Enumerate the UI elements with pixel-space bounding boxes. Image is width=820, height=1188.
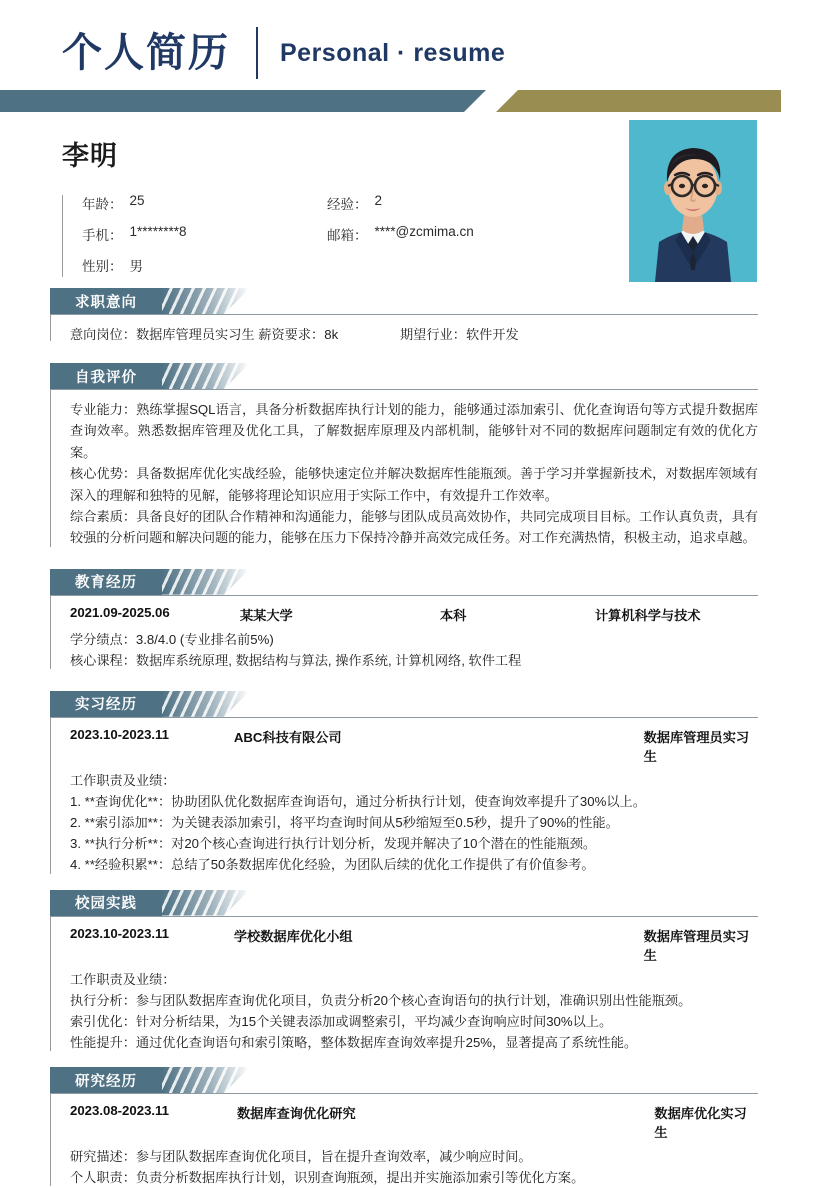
campus-role: 数据库管理员实习生 (643, 928, 750, 963)
campus-date: 2023.10-2023.11 (70, 925, 170, 941)
education-gpa: 学分绩点：3.8/4.0 (专业排名前5%) (70, 631, 274, 647)
section-header-block (50, 363, 162, 389)
stripes-icon (162, 363, 250, 389)
section-education (0, 569, 820, 671)
self-eval-paragraph: 专业能力：熟练掌握SQL语言，具备分析数据库执行计划的能力，能够通过添加索引、优化查询语句等方式提升数据库查询效率。熟悉数据库管理及优化工具，了解数据库原理及内部机制，能够针对不同的数据库问题制定有效的优化方案。 (70, 402, 758, 460)
education-date: 2021.09-2025.06 (70, 604, 170, 620)
intent-position (70, 324, 400, 343)
contact-label: 年龄： (82, 197, 123, 212)
campus-item: 索引优化：针对分析结果，为15个关键表添加或调整索引，平均减少查询响应时间30%以上。 (70, 1013, 613, 1029)
section-title: 自我评价 (75, 369, 137, 386)
section-title: 求职意向 (75, 294, 137, 311)
campus-entry-header (70, 926, 758, 964)
research-spacer (487, 1103, 654, 1141)
intent-salary-label: 薪资要求： (258, 327, 325, 342)
intent-position-label: 意向岗位： (70, 327, 136, 342)
resume-title-row (0, 0, 820, 78)
stripes-icon (162, 569, 250, 595)
decorative-bar (0, 90, 820, 112)
section-header (50, 569, 758, 595)
contact-phone (82, 224, 327, 244)
candidate-name: 李明 (62, 141, 118, 172)
intent-position-value: 数据库管理员实习生 (135, 327, 255, 342)
education-entry-header (70, 605, 758, 624)
section-self-evaluation (0, 363, 820, 549)
campus-item: 性能提升：通过优化查询语句和索引策略，整体数据库查询效率提升25%，显著提高了系统性能。 (70, 1034, 638, 1050)
internship-item: 1. **查询优化**：协助团队优化数据库查询语句，通过分析执行计划，使查询效率提升了30%以上。 (70, 794, 646, 809)
campus-item: 执行分析：参与团队数据库查询优化项目，负责分析20个核心查询语句的执行计划，准确识别出性能瓶颈。 (70, 992, 692, 1008)
page-subtitle: Personal · resume (280, 38, 506, 67)
contact-label: 邮箱： (327, 228, 368, 243)
internship-date: 2023.10-2023.11 (70, 726, 170, 742)
section-body (50, 917, 758, 1054)
identity-block (0, 112, 820, 288)
section-header-block (50, 691, 162, 717)
intent-salary-value: 8k (324, 327, 339, 342)
stripes-icon (162, 1067, 250, 1093)
section-body (50, 390, 758, 549)
internship-item: 3. **执行分析**：对20个核心查询进行执行计划分析，发现并解决了10个潜在的性能瓶颈。 (70, 836, 597, 852)
section-header (50, 691, 758, 717)
internship-item: 4. **经验积累**：总结了50条数据库优化经验，为团队后续的优化工作提供了有价值参考。 (70, 857, 595, 873)
section-job-intent (0, 288, 820, 343)
research-date: 2023.08-2023.11 (70, 1103, 170, 1118)
self-eval-paragraph: 核心优势：具备数据库优化实战经验，能够快速定位并解决数据库性能瓶颈。善于学习并掌握新技术，对数据库领域有深入的理解和独特的见解，能够将理论知识应用于实际工作中，有效提升工作效率。 (70, 466, 758, 503)
self-eval-paragraph: 综合素质：具备良好的团队合作精神和沟通能力，能够与团队成员高效协作，共同完成项目目标。工作认真负责，具有较强的分析问题和解决问题的能力，能够在压力下保持冷静并高效完成任务。对工作充满热情，积极主动，追求卓越。 (70, 508, 758, 546)
section-title: 教育经历 (75, 575, 137, 592)
research-item: 个人职责：负责分析数据库执行计划，识别查询瓶颈，提出并实施添加索引等优化方案。 (70, 1170, 585, 1186)
section-header-block (50, 1067, 162, 1093)
research-role: 数据库优化实习生 (654, 1106, 747, 1140)
section-title: 校园实践 (75, 896, 137, 912)
internship-company: ABC科技有限公司 (233, 729, 342, 745)
internship-duty-label: 工作职责及业绩： (70, 772, 176, 788)
decorative-bar-gold (496, 90, 781, 112)
section-title: 实习经历 (75, 697, 137, 714)
section-body (50, 596, 758, 671)
section-internship (0, 691, 820, 876)
section-title: 研究经历 (75, 1073, 137, 1090)
education-degree: 本科 (440, 607, 467, 623)
campus-org: 学校数据库优化小组 (233, 928, 353, 944)
contact-label: 性别： (82, 259, 123, 274)
page-title: 个人简历 (62, 30, 230, 76)
section-header (50, 288, 758, 314)
contact-value: 25 (129, 193, 145, 208)
section-header-block (50, 569, 162, 595)
internship-role: 数据库管理员实习生 (643, 729, 750, 764)
education-major: 计算机科学与技术 (595, 607, 701, 623)
contact-experience (327, 193, 382, 213)
contact-gender (82, 255, 327, 275)
education-school: 某某大学 (240, 607, 293, 623)
contact-value: 1********8 (129, 224, 187, 239)
section-header (50, 363, 758, 389)
campus-duty-label: 工作职责及业绩： (70, 971, 176, 987)
section-header-block (50, 288, 162, 314)
decorative-bar-teal (0, 90, 486, 112)
research-entry-header (70, 1103, 758, 1141)
intent-row (70, 324, 758, 343)
section-body (50, 315, 758, 343)
research-project: 数据库查询优化研究 (236, 1106, 356, 1121)
section-body (50, 1094, 758, 1188)
section-body (50, 718, 758, 876)
campus-spacer (480, 926, 644, 964)
intent-industry (400, 324, 519, 343)
section-campus-practice (0, 890, 820, 1054)
title-divider (256, 27, 258, 79)
intent-industry-value: 软件开发 (465, 327, 519, 342)
internship-item: 2. **索引添加**：为关键表添加索引，将平均查询时间从5秒缩短至0.5秒，提升了90%的性能。 (70, 815, 619, 831)
internship-spacer (480, 727, 644, 765)
contact-label: 手机： (82, 228, 123, 243)
contact-value: ****@zcmima.cn (374, 224, 474, 239)
contact-value: 男 (129, 259, 143, 274)
education-courses: 核心课程：数据库系统原理, 数据结构与算法, 操作系统, 计算机网络, 软件工程 (70, 652, 522, 668)
stripes-icon (162, 288, 250, 314)
internship-entry-header (70, 727, 758, 765)
stripes-icon (162, 691, 250, 717)
avatar (629, 120, 757, 282)
section-header (50, 1067, 758, 1093)
section-header-block (50, 890, 162, 916)
contact-age (82, 193, 327, 213)
section-header (50, 890, 758, 916)
contact-label: 经验： (327, 197, 368, 212)
section-research (0, 1067, 820, 1188)
stripes-icon (162, 890, 250, 916)
intent-industry-label: 期望行业： (400, 327, 466, 342)
contact-value: 2 (374, 193, 383, 208)
contact-email (327, 224, 474, 244)
research-item: 研究描述：参与团队数据库查询优化项目，旨在提升查询效率，减少响应时间。 (70, 1149, 532, 1164)
